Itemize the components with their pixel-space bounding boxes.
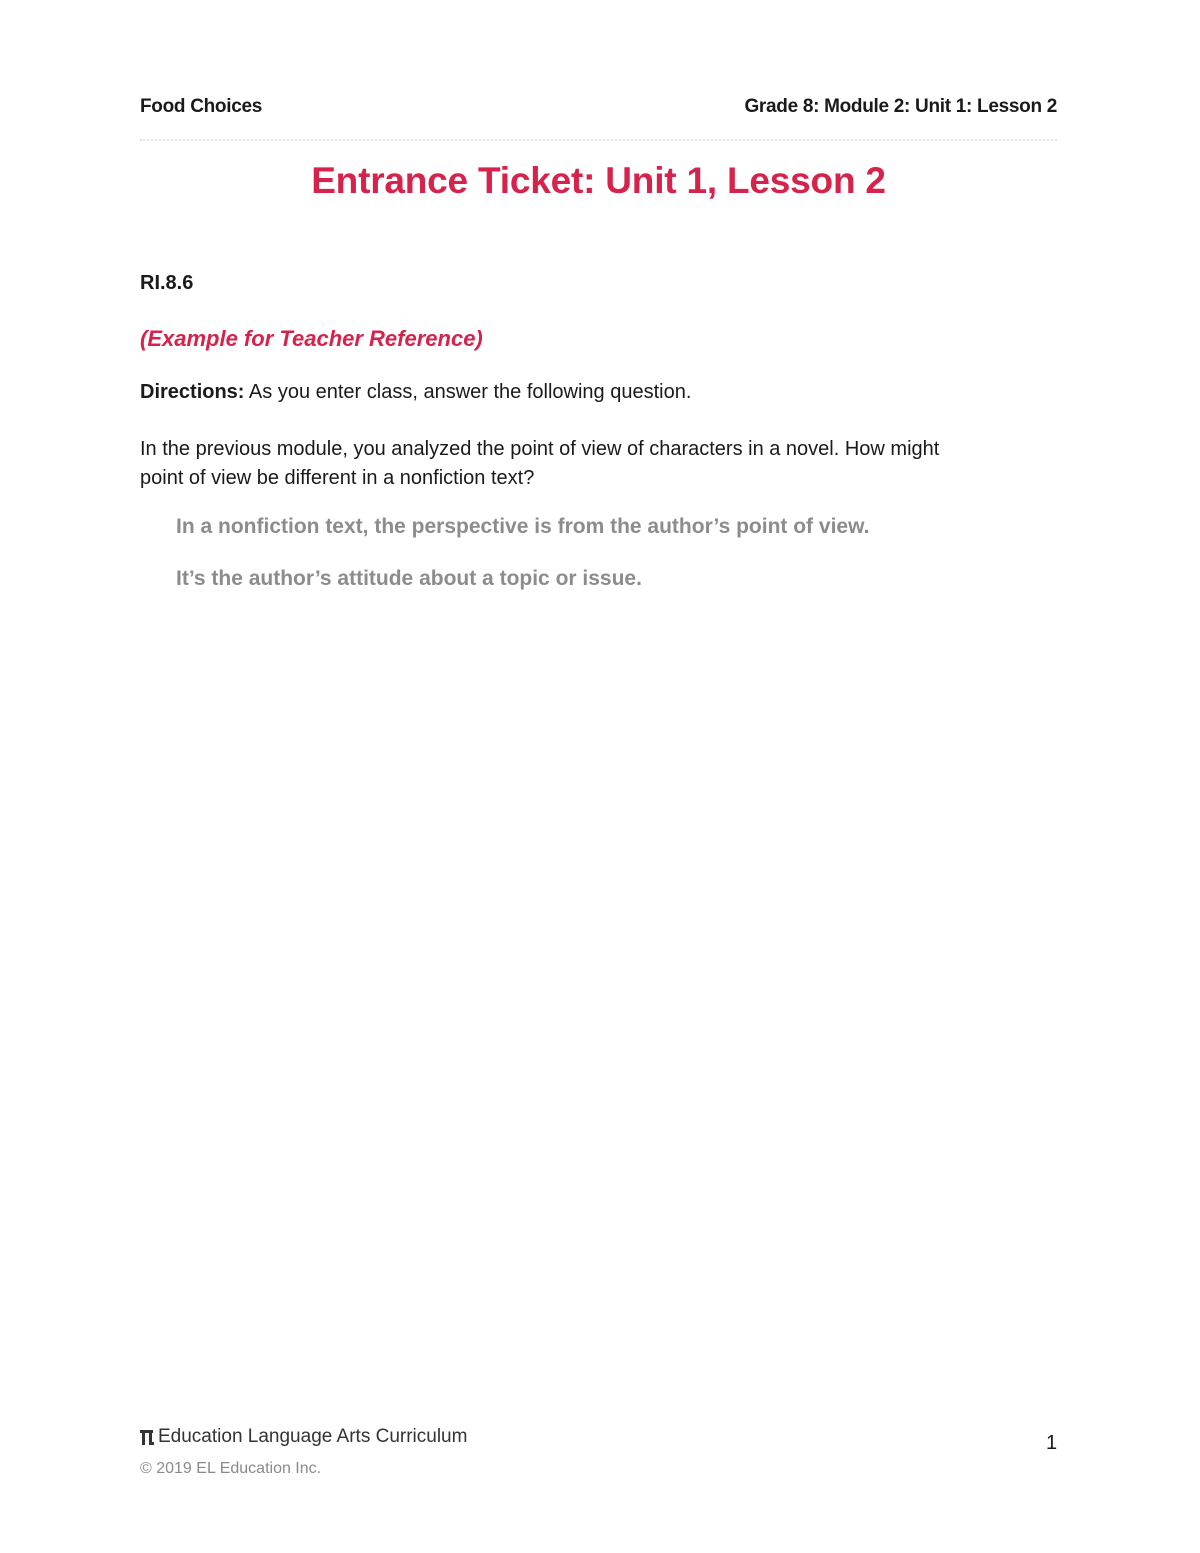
footer-brand-text: Education Language Arts Curriculum — [158, 1426, 468, 1447]
question — [140, 435, 1040, 493]
el-logo-icon — [140, 1429, 154, 1446]
header-divider — [140, 139, 1057, 141]
header-module-title: Food Choices — [140, 96, 263, 117]
page-header — [140, 96, 1057, 122]
answer-example-2: It’s the author’s attitude about a topic or issue. — [176, 567, 642, 590]
directions-label: Directions: — [140, 381, 245, 403]
directions — [140, 381, 691, 404]
answer-example-1: In a nonfiction text, the perspective is from the author’s point of view. — [176, 515, 870, 538]
standard-code: RI.8.6 — [140, 272, 194, 294]
page-number: 1 — [1046, 1432, 1058, 1454]
page-title: Entrance Ticket: Unit 1, Lesson 2 — [311, 160, 886, 201]
question-line-2: point of view be different in a nonfiction text? — [140, 467, 535, 489]
footer-brand — [140, 1426, 467, 1448]
teacher-reference-note: (Example for Teacher Reference) — [140, 326, 483, 351]
footer-copyright: © 2019 EL Education Inc. — [140, 1460, 322, 1477]
question-line-1: In the previous module, you analyzed the point of view of characters in a novel. How might — [140, 438, 940, 460]
directions-text: As you enter class, answer the following question. — [244, 381, 692, 403]
header-lesson-path: Grade 8: Module 2: Unit 1: Lesson 2 — [744, 96, 1057, 117]
